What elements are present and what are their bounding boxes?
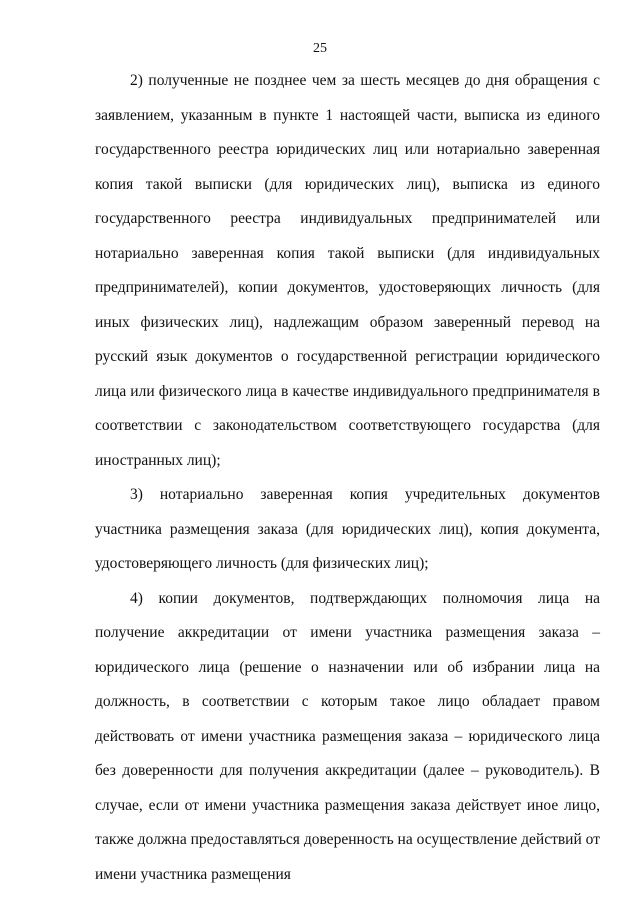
document-body: [95, 64, 600, 892]
paragraph-item-4: 4) копии документов, подтверждающих полномочия лица на получение аккредитации от имени участника размещения заказа – юридического лица (решение о назначении или об избрании лица на должность, в соответствии с которым такое лицо обладает правом действовать от имени участника размещения заказа – юридического лица без доверенности для получения аккредитации (далее – руководитель). В случае, если от имени участника размещения заказа действует иное лицо, также должна предоставляться доверенность на осуществление действий от имени участника размещения: [95, 589, 600, 883]
page-number: 25: [313, 41, 327, 56]
paragraph-item-2: 2) полученные не позднее чем за шесть месяцев до дня обращения с заявлением, указанным в пункте 1 настоящей части, выписка из единого государственного реестра юридических лиц или нотариально заверенная копия такой выписки (для юридических лиц), выписка из единого государственного реестра индивидуальных предпринимателей или нотариально заверенная копия такой выписки (для индивидуальных предпринимателей), копии документов, удостоверяющих личность (для иных физических лиц), надлежащим образом заверенный перевод на русский язык документов о государственной регистрации юридического лица или физического лица в качестве индивидуального предпринимателя в соответствии с законодательством соответствующего государства (для иностранных лиц);: [95, 72, 600, 469]
paragraph-item-3: 3) нотариально заверенная копия учредительных документов участника размещения заказа (для юридических лиц), копия документа, удостоверяющего личность (для физических лиц);: [95, 486, 600, 572]
